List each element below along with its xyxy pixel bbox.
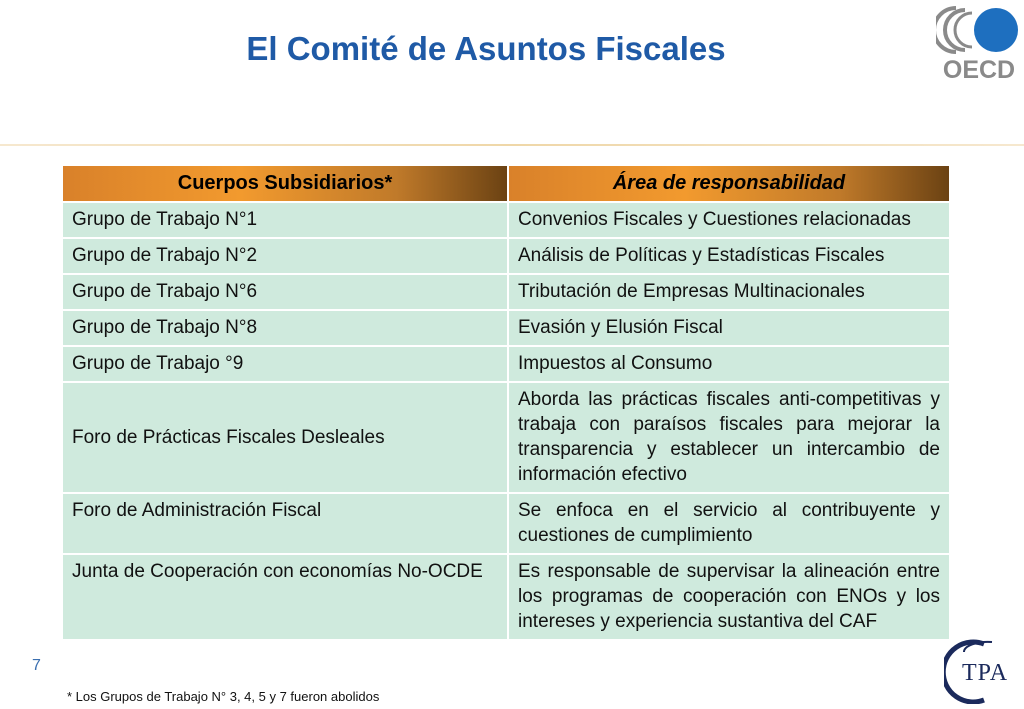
table-header-row	[62, 165, 950, 202]
ctpa-logo-text: TPA	[962, 660, 1009, 686]
area-cell: Se enfoca en el servicio al contribuyente y cuestiones de cumplimiento	[508, 493, 950, 554]
table-row	[62, 202, 950, 238]
header-area-of-responsibility: Área de responsabilidad	[508, 165, 950, 202]
oecd-logo	[936, 4, 1022, 82]
area-cell: Aborda las prácticas fiscales anti-competitivas y trabaja con paraísos fiscales para mejorar la transparencia y establecer un intercambio de información efectivo	[508, 382, 950, 493]
subsidiary-bodies-table	[61, 164, 951, 641]
slide-title: El Comité de Asuntos Fiscales	[246, 30, 726, 67]
body-cell: Grupo de Trabajo N°2	[62, 238, 508, 274]
body-cell: Grupo de Trabajo N°8	[62, 310, 508, 346]
body-cell: Grupo de Trabajo °9	[62, 346, 508, 382]
title-divider	[0, 144, 1024, 146]
table-row	[62, 382, 950, 493]
page-number: 7	[32, 657, 41, 674]
area-cell: Tributación de Empresas Multinacionales	[508, 274, 950, 310]
body-cell: Foro de Prácticas Fiscales Desleales	[62, 382, 508, 493]
table-row	[62, 554, 950, 640]
table-row	[62, 310, 950, 346]
footnote: * Los Grupos de Trabajo N° 3, 4, 5 y 7 fueron abolidos	[67, 689, 380, 704]
table-row	[62, 274, 950, 310]
body-cell: Junta de Cooperación con economías No-OCDE	[62, 554, 508, 640]
table-row	[62, 493, 950, 554]
table-row	[62, 238, 950, 274]
body-cell: Grupo de Trabajo N°6	[62, 274, 508, 310]
oecd-logo-text: OECD	[942, 56, 1016, 82]
area-cell: Análisis de Políticas y Estadísticas Fiscales	[508, 238, 950, 274]
area-cell: Es responsable de supervisar la alineación entre los programas de cooperación con ENOs y los intereses y experiencia sustantiva del CAF	[508, 554, 950, 640]
header-subsidiary-bodies: Cuerpos Subsidiarios*	[62, 165, 508, 202]
area-cell: Impuestos al Consumo	[508, 346, 950, 382]
area-cell: Convenios Fiscales y Cuestiones relacionadas	[508, 202, 950, 238]
body-cell: Grupo de Trabajo N°1	[62, 202, 508, 238]
area-cell: Evasión y Elusión Fiscal	[508, 310, 950, 346]
body-cell: Foro de Administración Fiscal	[62, 493, 508, 554]
table-row	[62, 346, 950, 382]
